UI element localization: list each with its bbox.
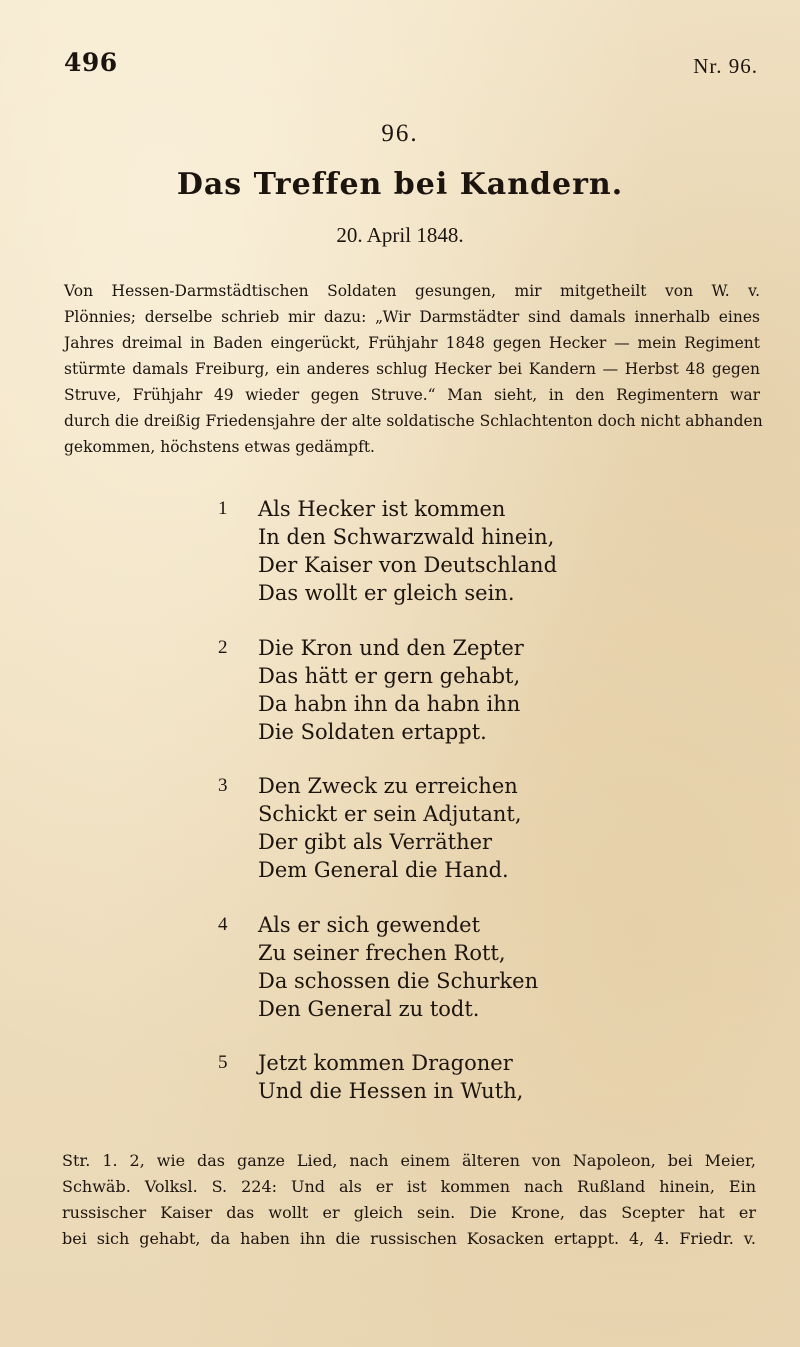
stanza-number: 3 (218, 775, 228, 796)
stanza-number: 1 (218, 498, 228, 519)
song-title: Das Treffen bei Kandern. (176, 167, 624, 202)
verse-line: Und die Hessen in Wuth, (258, 1079, 524, 1103)
verse-line: Jetzt kommen Dragoner (258, 1051, 513, 1075)
stanza-2 (0, 634, 800, 773)
song-number: 96. (381, 120, 419, 147)
stanza-number: 4 (218, 913, 228, 935)
verse-line: Den General zu todt. (258, 996, 480, 1021)
verse-line: Als Hecker ist kommen (258, 497, 506, 521)
stanza-1 (0, 495, 800, 634)
verse-line: Die Soldaten ertappt. (258, 719, 487, 744)
verse-line: Da habn ihn da habn ihn (258, 691, 521, 716)
footnote-line: Str. 1. 2, wie das ganze Lied, nach einem älteren von Napoleon, bei Meier, (62, 1151, 756, 1170)
verse-line: Zu seiner frechen Rott, (258, 940, 506, 965)
footnote-line: russischer Kaiser das wollt er gleich sein. Die Krone, das Scepter hat er (62, 1203, 756, 1222)
verse-line: Der Kaiser von Deutschland (258, 553, 558, 577)
intro-line: Plönnies; derselbe schrieb mir dazu: „Wir Darmstädter sind damals innerhalb eines (64, 308, 760, 326)
footnote (62, 1148, 756, 1252)
verse-line: Das hätt er gern gehabt, (258, 663, 521, 688)
verse-line: Dem General die Hand. (258, 858, 509, 882)
verse-line: Da schossen die Schurken (258, 968, 539, 993)
footnote-line: Schwäb. Volksl. S. 224: Und als er ist kommen nach Rußland hinein, Ein (62, 1177, 756, 1196)
verse-line: Die Kron und den Zepter (258, 635, 524, 660)
verse-line: Das wollt er gleich sein. (258, 581, 515, 605)
intro-line: durch die dreißig Friedensjahre der alte soldatische Schlachtenton doch nicht abhanden (64, 412, 763, 430)
intro-line: gekommen, höchstens etwas gedämpft. (64, 438, 375, 456)
stanzas (0, 495, 800, 1188)
verse-line: Als er sich gewendet (258, 912, 481, 937)
verse-line: In den Schwarzwald hinein, (258, 525, 555, 549)
stanza-4 (0, 911, 800, 1050)
page-number: 496 (64, 48, 118, 77)
intro-line: Struve, Frühjahr 49 wieder gegen Struve.“ Man sieht, in den Regimentern war (64, 386, 760, 404)
intro-line: Jahres dreimal in Baden eingerückt, Frühjahr 1848 gegen Hecker — mein Regiment (64, 334, 760, 352)
intro-paragraph (64, 278, 763, 460)
running-head: Nr. 96. (693, 54, 758, 78)
song-date: 20. April 1848. (336, 223, 464, 247)
stanza-3 (0, 772, 800, 911)
verse-line: Den Zweck zu erreichen (258, 774, 518, 798)
footnote-line: bei sich gehabt, da haben ihn die russischen Kosacken ertappt. 4, 4. Friedr. v. (62, 1229, 756, 1248)
verse-line: Der gibt als Verräther (258, 830, 493, 854)
intro-line: Von Hessen-Darmstädtischen Soldaten gesungen, mir mitgetheilt von W. v. (64, 282, 760, 300)
stanza-number: 5 (218, 1052, 228, 1073)
stanza-number: 2 (218, 636, 228, 658)
intro-line: stürmte damals Freiburg, ein anderes schlug Hecker bei Kandern — Herbst 48 gegen (64, 360, 760, 378)
verse-line: Schickt er sein Adjutant, (258, 802, 522, 826)
